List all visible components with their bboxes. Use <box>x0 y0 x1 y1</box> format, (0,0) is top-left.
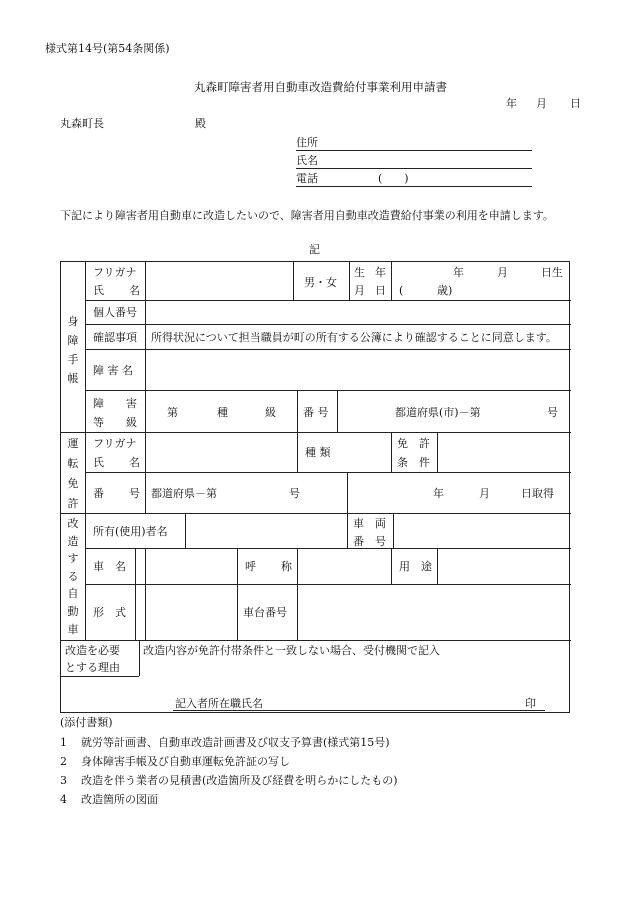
statement-text: 下記により障害者用自動車に改造したいので、障害者用自動車改造費給付事業の利用を申請します。 <box>60 209 554 222</box>
date-day-label: 日 <box>570 97 581 110</box>
toukyu-shu: 種 <box>217 406 228 419</box>
phone-line[interactable] <box>296 186 532 187</box>
techo-prefecture: 都道府県(市)－第 <box>395 406 481 419</box>
katashiki-2: 式 <box>115 606 126 619</box>
chassis-field[interactable] <box>303 590 565 634</box>
car-name-1: 車 <box>93 560 104 573</box>
youto-1: 用 <box>399 560 410 573</box>
license-shurui-label: 種 類 <box>305 446 331 459</box>
techo-furigana-label: フリガナ <box>93 266 137 279</box>
license-name-field[interactable] <box>151 442 291 462</box>
car-name-field[interactable] <box>141 552 233 580</box>
page-title: 丸森町障害者用自動車改造費給付事業利用申請書 <box>194 80 447 94</box>
reason-label-1: 改造を必要 <box>65 644 120 657</box>
license-issued-month: 月 <box>479 487 490 500</box>
license-issued-suffix: 日取得 <box>521 487 554 500</box>
license-joken-2: 条 件 <box>397 456 430 469</box>
seal-label: 印 <box>525 697 536 710</box>
attachment-item: 2 身体障害手帳及び自動車運転免許証の写し <box>60 755 290 768</box>
address-line[interactable] <box>296 150 532 151</box>
age-close: 歳) <box>437 284 453 297</box>
toukyu-kyu: 級 <box>265 406 276 419</box>
license-shimei-2: 名 <box>129 456 140 469</box>
katashiki-1: 形 <box>93 606 104 619</box>
gender-label: 男・女 <box>304 276 337 289</box>
kojin-bangou-label: 個人番号 <box>93 306 137 319</box>
date-month-label: 月 <box>536 97 547 110</box>
license-issued-year: 年 <box>433 487 444 500</box>
seinen-char-2: 年 <box>375 266 386 279</box>
section-label-vehicle: 改 造 す る 自 動 車 <box>67 517 79 636</box>
yobisho-field[interactable] <box>303 552 387 580</box>
applicant-name-label: 氏名 <box>296 154 318 167</box>
license-joken-1: 免 許 <box>397 437 430 450</box>
techo-gou: 号 <box>547 406 558 419</box>
yobisho-2: 称 <box>281 560 292 573</box>
applicant-address-label: 住所 <box>296 136 318 149</box>
kakunin-label: 確認事項 <box>93 331 137 344</box>
section-label-license: 運 転 免 許 <box>67 437 79 510</box>
reason-note: 改造内容が免許付帯条件と一致しない場合、受付機関で記入 <box>143 644 440 657</box>
toukyu-dai: 第 <box>167 406 178 419</box>
kakunin-text: 所得状況について担当職員が町の所有する公簿により確認することに同意します。 <box>151 331 557 344</box>
reason-field[interactable] <box>145 660 565 676</box>
phone-paren: ( ) <box>378 172 409 185</box>
techo-shimei-label-1: 氏 <box>93 284 104 297</box>
attachment-item: 3 改造を伴う業者の見積書(改造箇所及び経費を明らかにしたもの) <box>60 774 398 787</box>
license-prefecture: 都道府県－第 <box>151 487 217 500</box>
attachments-heading: (添付書類) <box>60 716 113 729</box>
license-joken-field[interactable] <box>443 440 565 466</box>
owner-label: 所有(使用)者名 <box>93 525 168 538</box>
plate-field[interactable] <box>399 518 565 544</box>
signature-label: 記入者所在職氏名 <box>175 697 263 710</box>
shougaimei-field[interactable] <box>151 358 565 382</box>
birth-month-label: 月 <box>497 266 508 279</box>
techo-bangou-label: 番 号 <box>303 406 329 419</box>
seinen-char-4: 日 <box>375 284 386 297</box>
applicant-phone-label: 電話 <box>296 172 318 185</box>
techo-name-field[interactable] <box>151 276 289 294</box>
ki-label: 記 <box>309 243 320 256</box>
seinen-char-1: 生 <box>354 266 365 279</box>
plate-label-1: 車 両 <box>353 517 386 530</box>
license-bangou-2: 号 <box>129 487 140 500</box>
form-number: 様式第14号(第54条関係) <box>45 42 170 55</box>
license-shurui-field[interactable] <box>345 440 387 466</box>
kojin-bangou-field[interactable] <box>151 304 565 320</box>
yobisho-1: 呼 <box>245 560 256 573</box>
reason-label-2: とする理由 <box>65 661 120 674</box>
attachment-item: 4 改造箇所の図面 <box>60 793 158 806</box>
car-name-2: 名 <box>115 560 126 573</box>
birth-day-label: 日生 <box>541 266 563 279</box>
date-year-label: 年 <box>506 97 517 110</box>
toukyu-label-2: 等 級 <box>93 416 137 429</box>
youto-2: 途 <box>421 560 432 573</box>
katashiki-field[interactable] <box>141 590 233 634</box>
chassis-label: 車台番号 <box>243 606 287 619</box>
shougaimei-label: 障 害 名 <box>93 364 133 377</box>
attachment-item: 1 就労等計画書、自動車改造計画書及び収支予算書(様式第15号) <box>60 736 390 749</box>
plate-label-2: 番 号 <box>353 535 386 548</box>
toukyu-label-1: 障 害 <box>93 397 137 410</box>
signature-line[interactable] <box>173 710 545 711</box>
youto-field[interactable] <box>443 552 565 580</box>
techo-shimei-label-2: 名 <box>129 284 140 297</box>
age-open: ( <box>399 284 404 297</box>
license-bangou-1: 番 <box>93 487 104 500</box>
addressee-name: 丸森町長 <box>60 117 104 130</box>
section-label-techo: 身 障 手 帳 <box>67 315 79 385</box>
owner-field[interactable] <box>191 518 343 544</box>
birth-year-label: 年 <box>453 266 464 279</box>
seinen-char-3: 月 <box>354 284 365 297</box>
license-furigana-label: フリガナ <box>93 437 137 450</box>
application-table <box>60 261 570 713</box>
license-gou: 号 <box>289 487 300 500</box>
name-line[interactable] <box>296 168 532 169</box>
addressee-honorific: 殿 <box>195 117 206 130</box>
license-shimei-1: 氏 <box>93 456 104 469</box>
